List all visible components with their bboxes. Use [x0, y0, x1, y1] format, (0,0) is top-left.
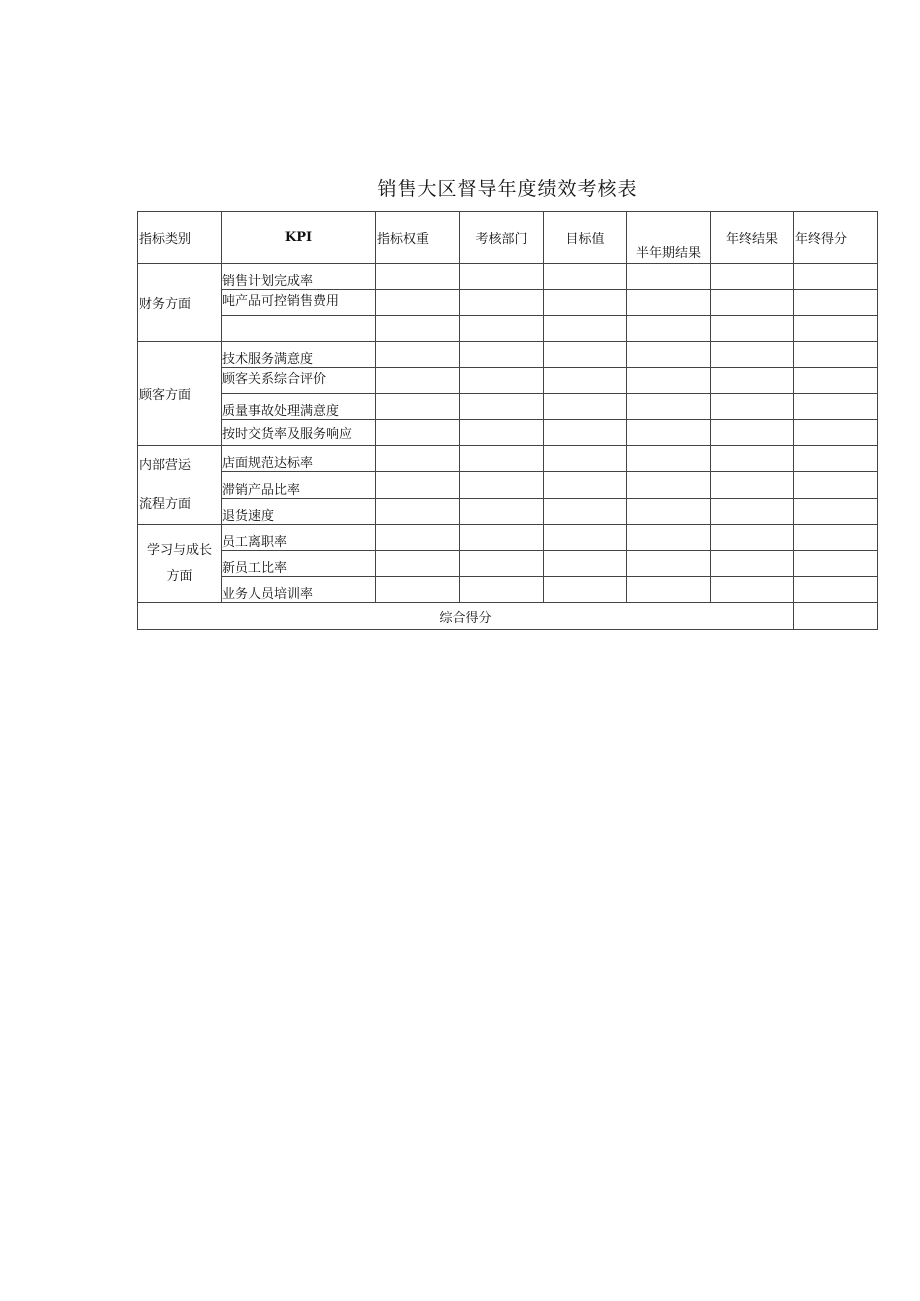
year-result-cell[interactable]	[711, 498, 794, 524]
year-result-cell[interactable]	[711, 394, 794, 420]
year-score-cell[interactable]	[794, 420, 878, 446]
half-year-cell[interactable]	[627, 472, 711, 498]
year-score-cell[interactable]	[794, 394, 878, 420]
dept-cell[interactable]	[460, 342, 544, 368]
table-row	[138, 264, 878, 290]
target-cell[interactable]	[544, 498, 627, 524]
year-result-cell[interactable]	[711, 264, 794, 290]
year-result-cell[interactable]	[711, 551, 794, 577]
target-cell[interactable]	[544, 472, 627, 498]
year-result-cell[interactable]	[711, 472, 794, 498]
header-year-score: 年终得分	[794, 212, 878, 264]
table-row	[138, 577, 878, 603]
half-year-cell[interactable]	[627, 525, 711, 551]
kpi-cell: 按时交货率及服务响应	[222, 420, 376, 446]
target-cell[interactable]	[544, 368, 627, 394]
kpi-cell: 店面规范达标率	[222, 446, 376, 472]
dept-cell[interactable]	[460, 290, 544, 316]
kpi-cell: 滞销产品比率	[222, 472, 376, 498]
header-category: 指标类别	[138, 212, 222, 264]
dept-cell[interactable]	[460, 525, 544, 551]
year-result-cell[interactable]	[711, 342, 794, 368]
target-cell[interactable]	[544, 525, 627, 551]
dept-cell[interactable]	[460, 498, 544, 524]
table-row	[138, 525, 878, 551]
target-cell[interactable]	[544, 342, 627, 368]
target-cell[interactable]	[544, 264, 627, 290]
kpi-cell: 吨产品可控销售费用	[222, 290, 376, 316]
kpi-cell: 技术服务满意度	[222, 342, 376, 368]
weight-cell[interactable]	[376, 290, 460, 316]
year-score-cell[interactable]	[794, 551, 878, 577]
year-result-cell[interactable]	[711, 577, 794, 603]
half-year-cell[interactable]	[627, 394, 711, 420]
dept-cell[interactable]	[460, 420, 544, 446]
year-result-cell[interactable]	[711, 316, 794, 342]
kpi-cell: 员工离职率	[222, 525, 376, 551]
kpi-cell: 业务人员培训率	[222, 577, 376, 603]
half-year-cell[interactable]	[627, 290, 711, 316]
total-score-label: 综合得分	[138, 603, 794, 630]
weight-cell[interactable]	[376, 498, 460, 524]
year-score-cell[interactable]	[794, 342, 878, 368]
category-internal-line2: 流程方面	[139, 497, 192, 512]
header-kpi: KPI	[222, 212, 376, 264]
dept-cell[interactable]	[460, 316, 544, 342]
target-cell[interactable]	[544, 420, 627, 446]
year-score-cell[interactable]	[794, 498, 878, 524]
weight-cell[interactable]	[376, 420, 460, 446]
dept-cell[interactable]	[460, 394, 544, 420]
year-score-cell[interactable]	[794, 446, 878, 472]
dept-cell[interactable]	[460, 551, 544, 577]
total-row	[138, 603, 878, 630]
total-score-cell[interactable]	[794, 603, 878, 630]
category-internal-line1: 内部营运	[139, 458, 192, 473]
dept-cell[interactable]	[460, 472, 544, 498]
year-result-cell[interactable]	[711, 446, 794, 472]
table-row	[138, 551, 878, 577]
target-cell[interactable]	[544, 316, 627, 342]
table-row	[138, 446, 878, 472]
weight-cell[interactable]	[376, 342, 460, 368]
kpi-cell: 质量事故处理满意度	[222, 394, 376, 420]
table-row	[138, 394, 878, 420]
table-row	[138, 420, 878, 446]
year-score-cell[interactable]	[794, 525, 878, 551]
year-score-cell[interactable]	[794, 316, 878, 342]
kpi-cell: 退货速度	[222, 498, 376, 524]
year-score-cell[interactable]	[794, 290, 878, 316]
header-half-year: 半年期结果	[627, 212, 711, 264]
table-row	[138, 290, 878, 316]
half-year-cell[interactable]	[627, 498, 711, 524]
weight-cell[interactable]	[376, 316, 460, 342]
kpi-table	[137, 211, 878, 630]
half-year-cell[interactable]	[627, 420, 711, 446]
kpi-cell: 顾客关系综合评价	[222, 368, 376, 394]
target-cell[interactable]	[544, 551, 627, 577]
weight-cell[interactable]	[376, 368, 460, 394]
category-customer: 顾客方面	[138, 342, 222, 446]
weight-cell[interactable]	[376, 446, 460, 472]
table-row	[138, 316, 878, 342]
category-internal	[138, 446, 222, 525]
target-cell[interactable]	[544, 577, 627, 603]
target-cell[interactable]	[544, 394, 627, 420]
category-learning	[138, 525, 222, 603]
kpi-cell: 销售计划完成率	[222, 264, 376, 290]
kpi-cell	[222, 316, 376, 342]
table-row	[138, 498, 878, 524]
table-row	[138, 472, 878, 498]
half-year-cell[interactable]	[627, 264, 711, 290]
half-year-cell[interactable]	[627, 577, 711, 603]
category-finance: 财务方面	[138, 264, 222, 342]
half-year-cell[interactable]	[627, 368, 711, 394]
header-weight: 指标权重	[376, 212, 460, 264]
dept-cell[interactable]	[460, 264, 544, 290]
weight-cell[interactable]	[376, 472, 460, 498]
category-learning-line2: 方面	[166, 568, 193, 584]
year-result-cell[interactable]	[711, 420, 794, 446]
year-score-cell[interactable]	[794, 472, 878, 498]
year-score-cell[interactable]	[794, 577, 878, 603]
table-row	[138, 368, 878, 394]
weight-cell[interactable]	[376, 551, 460, 577]
table-row	[138, 342, 878, 368]
weight-cell[interactable]	[376, 394, 460, 420]
weight-cell[interactable]	[376, 264, 460, 290]
category-learning-line1: 学习与成长	[146, 542, 212, 558]
kpi-cell: 新员工比率	[222, 551, 376, 577]
header-dept: 考核部门	[460, 212, 544, 264]
half-year-cell[interactable]	[627, 316, 711, 342]
header-target: 目标值	[544, 212, 627, 264]
weight-cell[interactable]	[376, 577, 460, 603]
page-title: 销售大区督导年度绩效考核表	[377, 178, 638, 200]
target-cell[interactable]	[544, 290, 627, 316]
half-year-cell[interactable]	[627, 342, 711, 368]
year-result-cell[interactable]	[711, 525, 794, 551]
dept-cell[interactable]	[460, 577, 544, 603]
header-row	[138, 212, 878, 264]
header-year-result: 年终结果	[711, 212, 794, 264]
year-score-cell[interactable]	[794, 368, 878, 394]
dept-cell[interactable]	[460, 368, 544, 394]
year-score-cell[interactable]	[794, 264, 878, 290]
year-result-cell[interactable]	[711, 290, 794, 316]
half-year-cell[interactable]	[627, 551, 711, 577]
dept-cell[interactable]	[460, 446, 544, 472]
year-result-cell[interactable]	[711, 368, 794, 394]
half-year-cell[interactable]	[627, 446, 711, 472]
target-cell[interactable]	[544, 446, 627, 472]
weight-cell[interactable]	[376, 525, 460, 551]
